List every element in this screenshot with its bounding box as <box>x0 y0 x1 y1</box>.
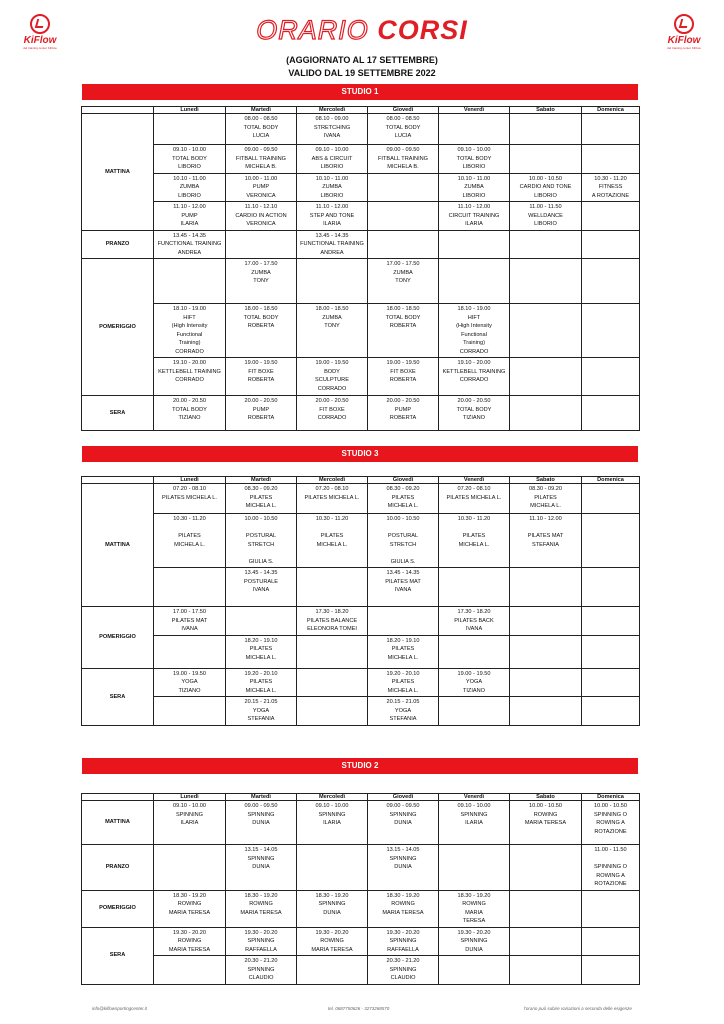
class-slot: 20.00 - 20.50 TOTAL BODY TIZIANO <box>154 396 226 431</box>
day-header: Martedì <box>226 107 297 114</box>
schedule-row <box>82 956 640 985</box>
day-header: Domenica <box>582 794 640 801</box>
class-slot <box>582 484 640 514</box>
studio2-schedule-table <box>81 793 640 985</box>
schedule-row <box>82 145 640 174</box>
schedule-row <box>82 801 640 845</box>
schedule-row <box>82 697 640 726</box>
class-slot <box>582 259 640 304</box>
class-slot <box>154 114 226 145</box>
class-slot: 13.45 - 14.35 POSTURALE IVANA <box>226 568 297 607</box>
class-slot: 10.10 - 11.00 ZUMBA LIBORIO <box>297 173 368 202</box>
class-slot <box>439 697 510 726</box>
class-slot <box>439 845 510 891</box>
period-label: MATTINA <box>82 114 154 231</box>
class-slot: 13.15 - 14.05 SPINNING DUNIA <box>368 845 439 891</box>
schedule-row <box>82 202 640 231</box>
day-header: Martedì <box>226 794 297 801</box>
class-slot: 18.30 - 19.20 ROWING MARIA TERESA <box>368 890 439 927</box>
class-slot: 10.00 - 10.50 CARDIO AND TONE LIBORIO <box>510 173 582 202</box>
class-slot: 08.00 - 08.50 TOTAL BODY LUCIA <box>226 114 297 145</box>
class-slot: 20.00 - 20.50 FIT BOXE CORRADO <box>297 396 368 431</box>
class-slot: 20.00 - 20.50 PUMP ROBERTA <box>226 396 297 431</box>
header-corner-cell <box>82 794 154 801</box>
class-slot: 20.00 - 20.50 PUMP ROBERTA <box>368 396 439 431</box>
class-slot <box>439 230 510 259</box>
class-slot <box>368 607 439 636</box>
class-slot: 19.20 - 20.10 PILATES MICHELA L. <box>368 668 439 697</box>
class-slot: 20.00 - 20.50 TOTAL BODY TIZIANO <box>439 396 510 431</box>
class-slot <box>297 635 368 668</box>
schedule-row <box>82 173 640 202</box>
class-slot: 18.10 - 19.00 HIFT (High Intensity Functional Training) CORRADO <box>439 304 510 358</box>
class-slot: 19.00 - 19.50 BODY SCULPTURE CORRADO <box>297 358 368 396</box>
class-slot: 07.20 - 08.10 PILATES MICHELA L. <box>297 484 368 514</box>
class-slot <box>439 956 510 985</box>
day-header: Sabato <box>510 477 582 484</box>
class-slot <box>582 890 640 927</box>
class-slot: 11.10 - 12.10 CARDIO IN ACTION VERONICA <box>226 202 297 231</box>
class-slot: 20.30 - 21.20 SPINNING CLAUDIO <box>368 956 439 985</box>
brand-tagline: del training center KiFlow <box>667 46 701 50</box>
class-slot <box>582 607 640 636</box>
class-slot <box>439 635 510 668</box>
class-slot <box>297 697 368 726</box>
class-slot: 11.10 - 12.00 PUMP ILARIA <box>154 202 226 231</box>
class-slot: 09.00 - 09.50 FITBALL TRAINING MICHELA B. <box>368 145 439 174</box>
schedule-row <box>82 304 640 358</box>
class-slot <box>582 145 640 174</box>
class-slot: 19.30 - 20.20 SPINNING RAFFAELLA <box>226 927 297 956</box>
class-slot <box>368 230 439 259</box>
class-slot: 10.00 - 10.50 POSTURAL STRETCH GIULIA S. <box>368 514 439 568</box>
class-slot <box>154 956 226 985</box>
class-slot <box>582 396 640 431</box>
class-slot: 13.45 - 14.35 FUNCTIONAL TRAINING ANDREA <box>297 230 368 259</box>
schedule-row <box>82 358 640 396</box>
class-slot <box>510 230 582 259</box>
class-slot <box>510 568 582 607</box>
class-slot: 11.00 - 11.50 SPINNING O ROWING A ROTAZIONE <box>582 845 640 891</box>
period-label: POMERIGGIO <box>82 607 154 669</box>
schedule-row <box>82 230 640 259</box>
class-slot: 09.10 - 10.00 ABS & CIRCUIT LIBORIO <box>297 145 368 174</box>
class-slot: 08.00 - 08.50 TOTAL BODY LUCIA <box>368 114 439 145</box>
class-slot: 19.10 - 20.00 KETTLEBELL TRAINING CORRADO <box>439 358 510 396</box>
day-header: Venerdì <box>439 477 510 484</box>
class-slot: 18.30 - 19.20 ROWING MARIA TERESA <box>226 890 297 927</box>
class-slot <box>582 956 640 985</box>
schedule-row <box>82 607 640 636</box>
studio2-banner: STUDIO 2 <box>82 758 638 774</box>
class-slot: 07.20 - 08.10 PILATES MICHELA L. <box>439 484 510 514</box>
class-slot: 17.00 - 17.50 ZUMBA TONY <box>226 259 297 304</box>
day-header: Giovedì <box>368 107 439 114</box>
class-slot <box>510 259 582 304</box>
class-slot: 09.00 - 09.50 FITBALL TRAINING MICHELA B. <box>226 145 297 174</box>
day-header: Venerdì <box>439 794 510 801</box>
class-slot <box>439 114 510 145</box>
schedule-row <box>82 114 640 145</box>
day-header: Mercoledì <box>297 107 368 114</box>
page-title <box>0 14 724 46</box>
class-slot <box>154 697 226 726</box>
class-slot <box>510 956 582 985</box>
class-slot: 10.30 - 11.20 PILATES MICHELA L. <box>439 514 510 568</box>
class-slot <box>582 697 640 726</box>
footer-note: l'orario può subire variazioni a seconda delle esigenze <box>524 1006 632 1011</box>
class-slot: 18.30 - 19.20 SPINNING DUNIA <box>297 890 368 927</box>
class-slot: 11.00 - 11.50 WELLDANCE LIBORIO <box>510 202 582 231</box>
day-header: Mercoledì <box>297 794 368 801</box>
period-label: POMERIGGIO <box>82 890 154 927</box>
brand-name: KiFlow <box>23 35 57 46</box>
class-slot: 10.30 - 11.20 FITNESS A ROTAZIONE <box>582 173 640 202</box>
title-word-orario: ORARIO <box>256 15 369 45</box>
class-slot: 19.10 - 20.00 KETTLEBELL TRAINING CORRADO <box>154 358 226 396</box>
class-slot: 11.10 - 12.00 STEP AND TONE ILARIA <box>297 202 368 231</box>
class-slot: 13.45 - 14.35 PILATES MAT IVANA <box>368 568 439 607</box>
class-slot <box>582 230 640 259</box>
class-slot <box>510 845 582 891</box>
class-slot <box>154 635 226 668</box>
schedule-row <box>82 568 640 607</box>
studio1-banner: STUDIO 1 <box>82 84 638 100</box>
header-corner-cell <box>82 477 154 484</box>
class-slot <box>510 927 582 956</box>
class-slot: 17.00 - 17.50 PILATES MAT IVANA <box>154 607 226 636</box>
class-slot <box>226 607 297 636</box>
class-slot <box>297 259 368 304</box>
class-slot <box>154 259 226 304</box>
class-slot: 08.30 - 09.20 PILATES MICHELA L. <box>368 484 439 514</box>
class-slot <box>154 568 226 607</box>
class-slot: 19.30 - 20.20 SPINNING RAFFAELLA <box>368 927 439 956</box>
class-slot <box>154 845 226 891</box>
class-slot <box>510 396 582 431</box>
schedule-row <box>82 484 640 514</box>
schedule-row <box>82 635 640 668</box>
class-slot <box>510 890 582 927</box>
schedule-row <box>82 845 640 891</box>
class-slot: 09.10 - 10.00 TOTAL BODY LIBORIO <box>154 145 226 174</box>
class-slot: 13.45 - 14.35 FUNCTIONAL TRAINING ANDREA <box>154 230 226 259</box>
day-header: Domenica <box>582 477 640 484</box>
class-slot: 18.20 - 19.10 PILATES MICHELA L. <box>368 635 439 668</box>
class-slot <box>368 202 439 231</box>
class-slot: 18.10 - 19.00 HIFT (High Intensity Functional Training) CORRADO <box>154 304 226 358</box>
schedule-row <box>82 668 640 697</box>
day-header: Giovedì <box>368 794 439 801</box>
day-header: Lunedì <box>154 794 226 801</box>
class-slot: 18.00 - 18.50 TOTAL BODY ROBERTA <box>226 304 297 358</box>
day-header: Giovedì <box>368 477 439 484</box>
class-slot: 11.10 - 12.00 CIRCUIT TRAINING ILARIA <box>439 202 510 231</box>
period-label: MATTINA <box>82 484 154 607</box>
class-slot: 09.00 - 09.50 SPINNING DUNIA <box>226 801 297 845</box>
class-slot <box>510 145 582 174</box>
footer-phone: tel. 0687750626 - 3273268570 <box>328 1006 390 1011</box>
class-slot: 17.00 - 17.50 ZUMBA TONY <box>368 259 439 304</box>
class-slot: 19.00 - 19.50 YOGA TIZIANO <box>439 668 510 697</box>
class-slot: 18.20 - 19.10 PILATES MICHELA L. <box>226 635 297 668</box>
class-slot: 13.15 - 14.05 SPINNING DUNIA <box>226 845 297 891</box>
class-slot <box>582 202 640 231</box>
class-slot: 18.30 - 19.20 ROWING MARIA TERESA <box>154 890 226 927</box>
class-slot: 09.10 - 10.00 SPINNING ILARIA <box>154 801 226 845</box>
class-slot <box>582 114 640 145</box>
studio1-schedule-table <box>81 106 640 431</box>
class-slot: 19.30 - 20.20 ROWING MARIA TERESA <box>297 927 368 956</box>
class-slot: 11.10 - 12.00 PILATES MAT STEFANIA <box>510 514 582 568</box>
subtitle-valid-from: VALIDO DAL 19 SETTEMBRE 2022 <box>288 68 436 78</box>
class-slot <box>297 845 368 891</box>
schedule-row <box>82 890 640 927</box>
class-slot <box>297 668 368 697</box>
subtitle-updated: (AGGIORNATO AL 17 SETTEMBRE) <box>286 55 438 65</box>
header-corner-cell <box>82 107 154 114</box>
period-label: PRANZO <box>82 845 154 891</box>
class-slot: 10.10 - 11.00 ZUMBA LIBORIO <box>439 173 510 202</box>
day-header: Domenica <box>582 107 640 114</box>
brand-name: KiFlow <box>667 35 701 46</box>
class-slot <box>582 358 640 396</box>
class-slot <box>510 304 582 358</box>
class-slot: 19.30 - 20.20 ROWING MARIA TERESA <box>154 927 226 956</box>
class-slot: 08.10 - 09.00 STRETCHING IVANA <box>297 114 368 145</box>
period-label: POMERIGGIO <box>82 259 154 396</box>
class-slot: 19.20 - 20.10 PILATES MICHELA L. <box>226 668 297 697</box>
schedule-row <box>82 927 640 956</box>
class-slot: 19.30 - 20.20 SPINNING DUNIA <box>439 927 510 956</box>
class-slot: 18.30 - 19.20 ROWING MARIA TERESA <box>439 890 510 927</box>
class-slot: 10.00 - 10.50 POSTURAL STRETCH GIULIA S. <box>226 514 297 568</box>
schedule-row <box>82 259 640 304</box>
schedule-row <box>82 514 640 568</box>
footer-email: info@kiflowsportingcenter.it <box>92 1006 147 1011</box>
class-slot: 20.30 - 21.20 SPINNING CLAUDIO <box>226 956 297 985</box>
period-label: SERA <box>82 668 154 726</box>
class-slot: 10.30 - 11.20 PILATES MICHELA L. <box>154 514 226 568</box>
class-slot <box>510 697 582 726</box>
class-slot <box>439 259 510 304</box>
class-slot: 08.30 - 09.20 PILATES MICHELA L. <box>226 484 297 514</box>
class-slot <box>582 568 640 607</box>
period-label: SERA <box>82 927 154 984</box>
day-header: Sabato <box>510 794 582 801</box>
class-slot <box>297 568 368 607</box>
class-slot: 09.10 - 10.00 TOTAL BODY LIBORIO <box>439 145 510 174</box>
class-slot <box>582 514 640 568</box>
class-slot <box>510 607 582 636</box>
class-slot: 08.30 - 09.20 PILATES MICHELA L. <box>510 484 582 514</box>
studio3-schedule-table <box>81 476 640 726</box>
class-slot: 10.00 - 10.50 ROWING MARIA TERESA <box>510 801 582 845</box>
day-header: Lunedì <box>154 477 226 484</box>
title-word-corsi: CORSI <box>377 15 468 45</box>
class-slot <box>510 358 582 396</box>
class-slot: 18.00 - 18.50 TOTAL BODY ROBERTA <box>368 304 439 358</box>
class-slot: 10.10 - 11.00 ZUMBA LIBORIO <box>154 173 226 202</box>
class-slot <box>582 668 640 697</box>
day-header: Venerdì <box>439 107 510 114</box>
class-slot: 18.00 - 18.50 ZUMBA TONY <box>297 304 368 358</box>
class-slot: 10.00 - 10.50 SPINNING O ROWING A ROTAZIONE <box>582 801 640 845</box>
class-slot: 09.10 - 10.00 SPINNING ILARIA <box>297 801 368 845</box>
class-slot: 17.30 - 18.20 PILATES BALANCE ELEONORA TOMEI <box>297 607 368 636</box>
class-slot: 20.15 - 21.05 YOGA STEFANIA <box>368 697 439 726</box>
day-header: Martedì <box>226 477 297 484</box>
class-slot: 19.00 - 19.50 FIT BOXE ROBERTA <box>368 358 439 396</box>
day-header: Lunedì <box>154 107 226 114</box>
class-slot <box>510 635 582 668</box>
class-slot <box>510 114 582 145</box>
class-slot <box>582 927 640 956</box>
period-label: MATTINA <box>82 801 154 845</box>
class-slot: 10.30 - 11.20 PILATES MICHELA L. <box>297 514 368 568</box>
period-label: SERA <box>82 396 154 431</box>
class-slot: 09.00 - 09.50 SPINNING DUNIA <box>368 801 439 845</box>
class-slot <box>582 635 640 668</box>
day-header: Sabato <box>510 107 582 114</box>
brand-tagline: del training center KiFlow <box>23 46 57 50</box>
class-slot <box>510 668 582 697</box>
schedule-row <box>82 396 640 431</box>
class-slot: 19.00 - 19.50 YOGA TIZIANO <box>154 668 226 697</box>
class-slot: 20.15 - 21.05 YOGA STEFANIA <box>226 697 297 726</box>
class-slot <box>439 568 510 607</box>
studio3-banner: STUDIO 3 <box>82 446 638 462</box>
class-slot <box>368 173 439 202</box>
class-slot <box>297 956 368 985</box>
class-slot: 19.00 - 19.50 FIT BOXE ROBERTA <box>226 358 297 396</box>
period-label: PRANZO <box>82 230 154 259</box>
class-slot: 10.00 - 11.00 PUMP VERONICA <box>226 173 297 202</box>
class-slot <box>226 230 297 259</box>
class-slot: 17.30 - 18.20 PILATES BACK IVANA <box>439 607 510 636</box>
class-slot: 09.10 - 10.00 SPINNING ILARIA <box>439 801 510 845</box>
class-slot: 07.20 - 08.10 PILATES MICHELA L. <box>154 484 226 514</box>
class-slot <box>582 304 640 358</box>
day-header: Mercoledì <box>297 477 368 484</box>
